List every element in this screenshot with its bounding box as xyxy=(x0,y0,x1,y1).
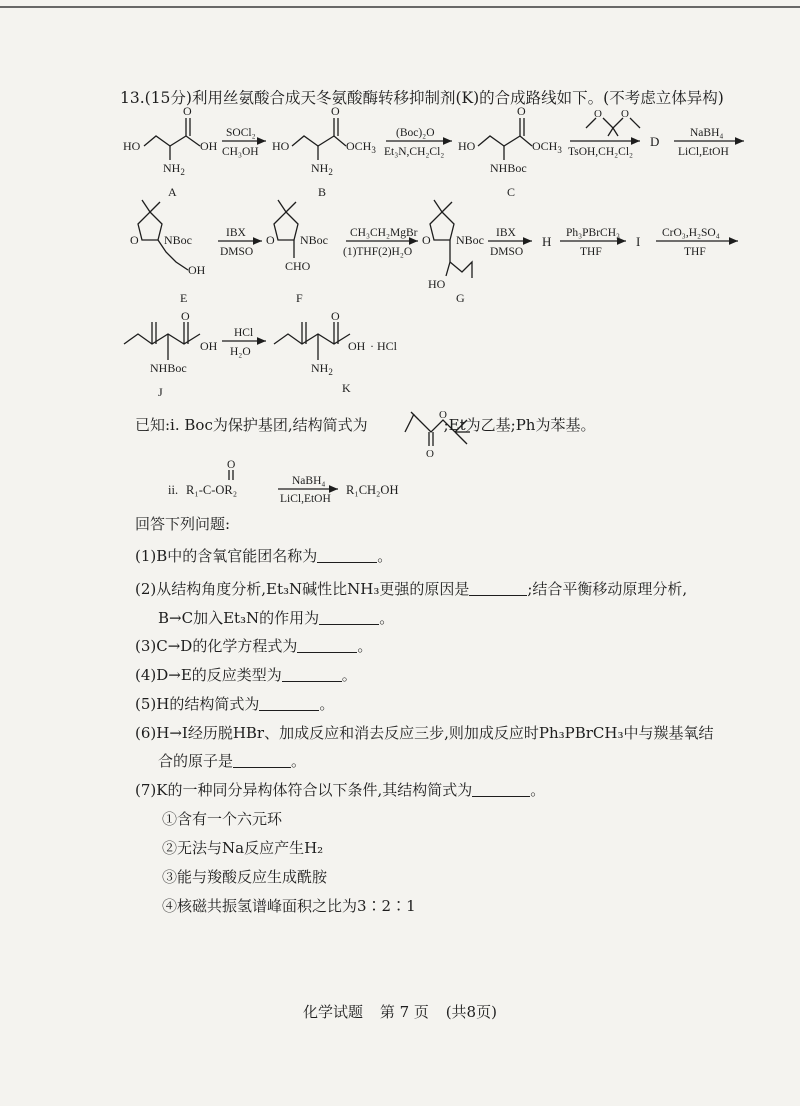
label-g: G xyxy=(456,291,465,305)
footer-subject: 化学试题 xyxy=(303,1003,364,1021)
arrow-step-8 xyxy=(560,227,626,258)
answer-blank-2a[interactable] xyxy=(469,595,527,596)
arrow-step-7 xyxy=(488,227,532,258)
svg-text:HO: HO xyxy=(272,139,290,153)
question-3: (3)C→D的化学方程式为 。 xyxy=(135,637,373,655)
label-a: A xyxy=(168,185,177,199)
svg-text:Et₃N,CH₂Cl₂: Et₃N,CH₂Cl₂ xyxy=(384,146,445,158)
svg-text:NHBoc: NHBoc xyxy=(150,361,187,375)
svg-text:IBX: IBX xyxy=(496,227,516,239)
questions-intro: 回答下列问题: xyxy=(135,515,231,533)
answer-blank-6[interactable] xyxy=(233,767,291,768)
svg-text:O: O xyxy=(266,233,275,247)
label-f: F xyxy=(296,291,303,305)
svg-text:IBX: IBX xyxy=(226,227,246,239)
question-2: (2)从结构角度分析,Et₃N碱性比NH₃更强的原因是 ;结合平衡移动原理分析, xyxy=(135,580,688,598)
answer-blank-3[interactable] xyxy=(297,652,357,653)
answer-blank-5[interactable] xyxy=(259,710,319,711)
label-k: K xyxy=(342,381,351,395)
synthesis-scheme xyxy=(0,0,800,520)
compound-j xyxy=(124,309,218,399)
svg-text:O: O xyxy=(181,309,190,323)
condition-3: ③能与羧酸反应生成酰胺 xyxy=(162,868,328,886)
svg-text:SOCl₂: SOCl₂ xyxy=(226,127,256,139)
svg-text:NH2: $NH_2$ xyxy=(311,361,333,377)
compound-a xyxy=(123,104,218,199)
answer-blank-7[interactable] xyxy=(472,796,530,797)
svg-text:NaBH₄: NaBH₄ xyxy=(292,475,326,487)
known-info: 已知:i. Boc为保护基团,结构简式为 ;Et为乙基;Ph为苯基。 xyxy=(135,416,596,434)
footer-page: 第 7 页 xyxy=(379,1003,429,1021)
arrow-step-3 xyxy=(568,108,640,158)
svg-text:NH2: $NH_2$ xyxy=(163,161,185,177)
svg-text:LiCl,EtOH: LiCl,EtOH xyxy=(678,146,729,158)
arrow-step-10 xyxy=(222,327,266,358)
svg-text:CrO₃,H₂SO₄: CrO₃,H₂SO₄ xyxy=(662,227,720,239)
compound-f xyxy=(266,200,328,305)
svg-text:· HCl: · HCl xyxy=(370,339,397,353)
svg-text:ii.: ii. xyxy=(168,483,179,497)
answer-blank-4[interactable] xyxy=(282,681,342,682)
question-5: (5)H的结构简式为 。 xyxy=(135,695,335,713)
svg-text:OH: OH xyxy=(348,339,366,353)
answer-blank-2b[interactable] xyxy=(319,624,379,625)
svg-text:(Boc)₂O: (Boc)₂O xyxy=(396,127,435,139)
arrow-step-9 xyxy=(656,227,738,258)
compound-e xyxy=(130,200,206,305)
svg-text:O: O xyxy=(331,309,340,323)
svg-text:O: O xyxy=(130,233,139,247)
svg-text:CHO: CHO xyxy=(285,259,311,273)
label-e: E xyxy=(180,291,188,305)
svg-text:OCH3: $OCH_3$ xyxy=(346,139,376,155)
svg-text:O: O xyxy=(183,104,192,118)
svg-text:HO: HO xyxy=(123,139,141,153)
svg-text:O: O xyxy=(517,104,526,118)
question-7: (7)K的一种同分异构体符合以下条件,其结构简式为 。 xyxy=(135,781,546,799)
known-reaction-ii xyxy=(168,459,398,505)
svg-text:O: O xyxy=(594,108,602,120)
label-j: J xyxy=(158,385,163,399)
page-footer xyxy=(0,1001,800,1022)
svg-text:HO: HO xyxy=(458,139,476,153)
compound-k xyxy=(274,309,398,395)
question-6: (6)H→I经历脱HBr、加成反应和消去反应三步,则加成反应时Ph₃PBrCH₃中与羰基氧结 xyxy=(135,724,714,742)
svg-text:CH₃OH: CH₃OH xyxy=(222,146,259,158)
question-4: (4)D→E的反应类型为 。 xyxy=(135,666,357,684)
svg-text:R₁CH₂OH: R₁CH₂OH xyxy=(346,483,399,497)
question-6-cont: 合的原子是 。 xyxy=(158,752,307,770)
svg-text:NH2: $NH_2$ xyxy=(311,161,333,177)
answer-blank-1[interactable] xyxy=(317,562,377,563)
svg-text:(1)THF(2)H₂O: (1)THF(2)H₂O xyxy=(343,246,413,258)
label-d: D xyxy=(650,134,660,149)
label-c: C xyxy=(507,185,516,199)
arrow-step-5 xyxy=(218,227,262,258)
svg-text:TsOH,CH₂Cl₂: TsOH,CH₂Cl₂ xyxy=(568,146,634,158)
svg-text:H₂O: H₂O xyxy=(230,346,251,358)
label-i: I xyxy=(636,234,641,249)
svg-text:NaBH₄: NaBH₄ xyxy=(690,127,724,139)
svg-text:NHBoc: NHBoc xyxy=(490,161,527,175)
svg-text:R₁-C-OR₂: R₁-C-OR₂ xyxy=(186,483,238,497)
svg-text:O: O xyxy=(227,459,236,471)
condition-1: ①含有一个六元环 xyxy=(162,810,283,828)
svg-text:LiCl,EtOH: LiCl,EtOH xyxy=(280,493,331,505)
compound-b xyxy=(272,104,376,199)
svg-text:NBoc: NBoc xyxy=(300,233,328,247)
svg-text:OCH3: $OCH_3$ xyxy=(532,139,562,155)
arrow-step-6 xyxy=(343,227,418,258)
svg-text:O: O xyxy=(621,108,629,120)
label-b: B xyxy=(318,185,327,199)
svg-text:O: O xyxy=(422,233,431,247)
compound-c xyxy=(458,104,562,199)
svg-text:NBoc: NBoc xyxy=(456,233,484,247)
svg-text:OH: OH xyxy=(200,139,218,153)
svg-text:O: O xyxy=(331,104,340,118)
arrow-step-4 xyxy=(674,127,744,158)
question-title: 13.(15分)利用丝氨酸合成天冬氨酸酶转移抑制剂(K)的合成路线如下。(不考虑立体异构) xyxy=(120,89,724,107)
svg-text:DMSO: DMSO xyxy=(220,246,254,258)
svg-text:THF: THF xyxy=(580,246,602,258)
svg-text:O: O xyxy=(426,448,434,460)
condition-2: ②无法与Na反应产生H₂ xyxy=(162,839,324,857)
svg-text:Ph₃PBrCH₃: Ph₃PBrCH₃ xyxy=(566,227,621,239)
footer-total: (共8页) xyxy=(445,1003,497,1021)
question-2-cont: B→C加入Et₃N的作用为 。 xyxy=(158,609,395,627)
svg-text:HO: HO xyxy=(428,277,446,291)
svg-text:NBoc: NBoc xyxy=(164,233,192,247)
question-1: (1)B中的含氧官能团名称为 。 xyxy=(135,547,393,565)
svg-text:OH: OH xyxy=(200,339,218,353)
compound-g xyxy=(422,200,484,305)
arrow-step-1 xyxy=(222,127,266,158)
svg-text:HCl: HCl xyxy=(234,327,254,339)
label-h: H xyxy=(542,234,552,249)
svg-text:THF: THF xyxy=(684,246,706,258)
svg-text:O: O xyxy=(439,409,447,421)
svg-text:CH₃CH₂MgBr: CH₃CH₂MgBr xyxy=(350,227,418,239)
arrow-step-2 xyxy=(384,127,452,158)
svg-text:DMSO: DMSO xyxy=(490,246,524,258)
condition-4: ④核磁共振氢谱峰面积之比为3∶2∶1 xyxy=(162,897,416,915)
svg-text:OH: OH xyxy=(188,263,206,277)
